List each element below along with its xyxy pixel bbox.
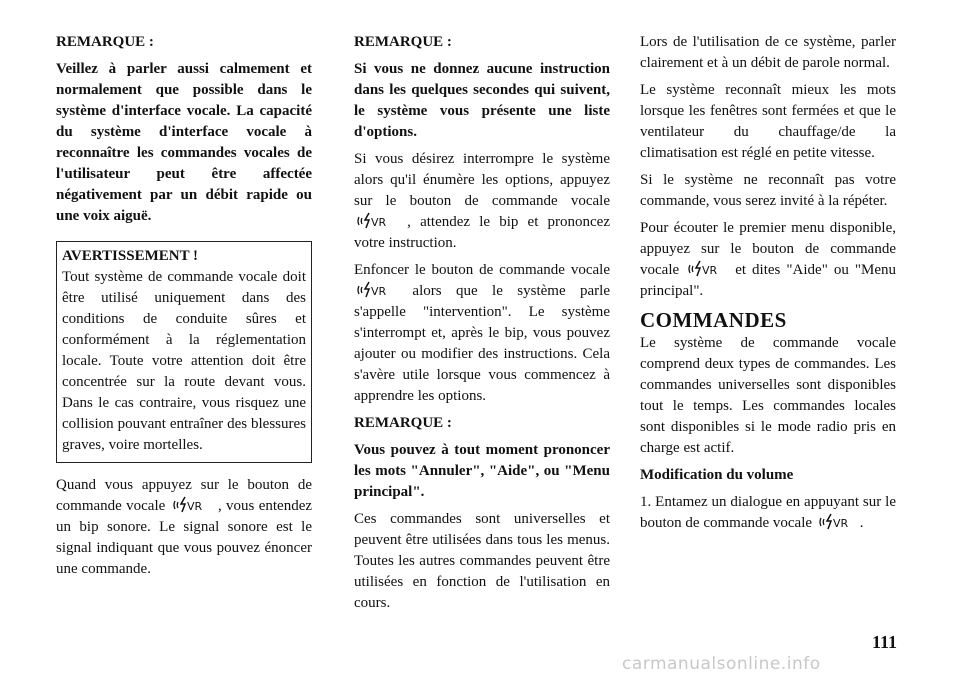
paragraph-text: et dites "Aide" ou "Menu principal". [640, 262, 896, 299]
note-heading: REMARQUE : [354, 415, 452, 431]
voice-recognition-icon [687, 260, 727, 277]
voice-recognition-icon [356, 212, 396, 229]
paragraph-text: , vous entendez un bip sonore. Le signal sonore est le signal indiquant que vous pouvez énoncer une commande. [56, 498, 313, 577]
paragraph: Ces commandes sont universelles et peuvent être utilisées dans tous les menus. Toutes les autres commandes peuvent être utilisées en fonction de l'utilisation en cours. [354, 511, 610, 611]
paragraph-text: Pour écouter le premier menu disponible, appuyez sur le bouton de commande vocale [640, 220, 896, 278]
paragraph [56, 475, 312, 580]
svg-text:VR: VR [702, 264, 718, 277]
paragraph [640, 218, 896, 302]
subsection-heading: Modification du volume [640, 467, 794, 483]
watermark: carmanualsonline.info [622, 654, 821, 674]
page-number: 111 [872, 632, 898, 652]
paragraph [354, 149, 610, 254]
paragraph [354, 260, 610, 407]
svg-text:VR: VR [832, 517, 848, 530]
voice-recognition-icon [356, 281, 396, 298]
paragraph: Le système de commande vocale comprend deux types de commandes. Les commandes universelles sont disponibles tout le temps. Les commandes locales sont disponibles si le mode radio pris en charge est actif. [640, 335, 896, 456]
paragraph: Lors de l'utilisation de ce système, parler clairement et à un débit de parole normal. [640, 34, 896, 71]
paragraph-text: Enfoncer le bouton de commande vocale [354, 262, 610, 278]
paragraph: Si le système ne reconnaît pas votre commande, vous serez invité à la répéter. [640, 172, 896, 209]
voice-recognition-icon [172, 496, 212, 513]
note-heading: REMARQUE : [354, 34, 452, 50]
paragraph-text: , attendez le bip et prononcez votre instruction. [354, 214, 610, 251]
paragraph: Le système reconnaît mieux les mots lorsque les fenêtres sont fermées et que le ventilateur du chauffage/de la climatisation est réglé en petite vitesse. [640, 82, 896, 161]
svg-text:VR: VR [371, 216, 387, 229]
section-heading: COMMANDES [640, 308, 787, 332]
column-middle [354, 32, 610, 620]
note-text: Veillez à parler aussi calmement et normalement que possible dans le système d'interface vocale. La capacité du système d'interface vocale à reconnaître les commandes vocales de l'utilisateur peut être affectée négativement par un débit rapide ou une voix aiguë. [56, 61, 312, 224]
step-item [640, 492, 896, 534]
note-heading: REMARQUE : [56, 34, 154, 50]
warning-text: Tout système de commande vocale doit être utilisé uniquement dans des conditions de conduite sûres et conformément à la réglementation locale. Toute votre attention doit être concentrée sur la route devant vous. Dans le cas contraire, vous risquez une collision pouvant entraîner des blessures graves, voire mortelles. [62, 269, 306, 453]
paragraph-text: Si vous désirez interrompre le système alors qu'il énumère les options, appuyez sur le bouton de commande vocale [354, 151, 610, 209]
step-text: . [859, 515, 864, 531]
svg-text:VR: VR [186, 500, 202, 513]
paragraph-text: Quand vous appuyez sur le bouton de commande vocale [56, 477, 312, 514]
column-right [640, 32, 896, 540]
svg-text:VR: VR [371, 285, 387, 298]
warning-box [56, 241, 312, 463]
voice-recognition-icon [818, 513, 858, 530]
step-text: 1. Entamez un dialogue en appuyant sur le bouton de commande vocale [640, 494, 896, 531]
column-left [56, 32, 312, 586]
note-text: Vous pouvez à tout moment prononcer les mots "Annuler", "Aide", ou "Menu principal". [354, 442, 610, 500]
note-text: Si vous ne donnez aucune instruction dans les quelques secondes qui suivent, le système vous présente une liste d'options. [354, 61, 610, 140]
warning-title: AVERTISSEMENT ! [62, 248, 199, 264]
paragraph-text: alors que le système parle s'appelle "intervention". Le système s'interrompt et, après le bip, vous pouvez ajouter ou modifier des instructions. Cela s'avère utile lorsque vous commencez à apprendre les options. [354, 283, 611, 404]
